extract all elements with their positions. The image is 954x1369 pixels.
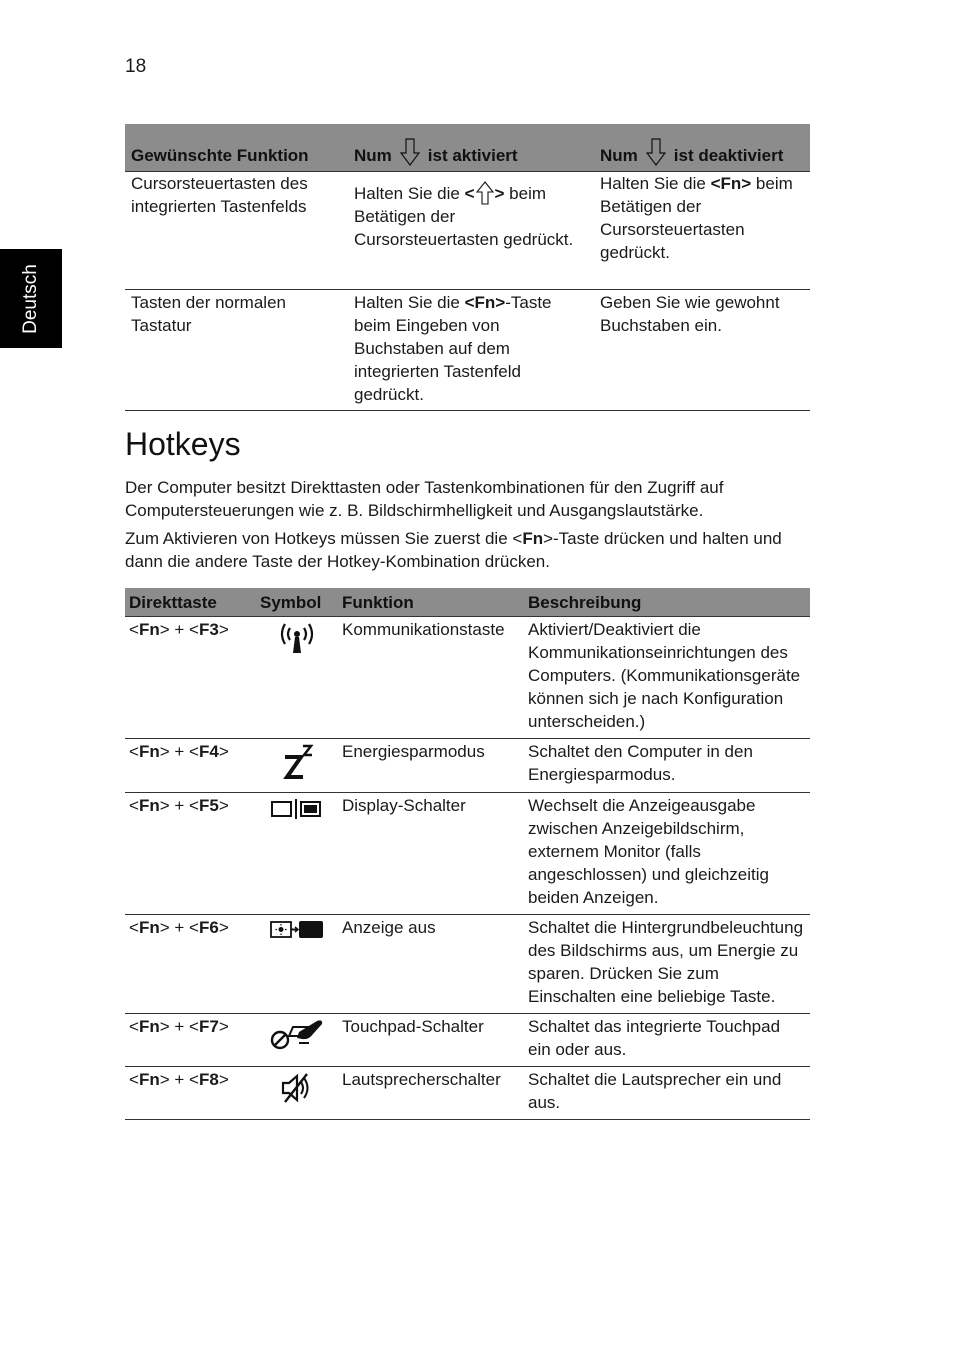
f-key: F6: [198, 918, 219, 937]
text: Halten Sie die: [354, 184, 465, 203]
description-cell: Schaltet die Hintergrundbeleuchtung des Bildschirms aus, um Energie zu sparen. Drücken Sie zum Einschalten eine beliebige Taste.: [524, 915, 810, 1014]
table-row: [125, 915, 810, 1014]
text: <: [189, 620, 199, 639]
table-row: [125, 172, 810, 290]
description-cell: Schaltet den Computer in den Energiesparmodus.: [524, 739, 810, 793]
fn-key: Fn: [138, 1070, 160, 1089]
text: +: [169, 1070, 190, 1089]
hotkey-cell: [125, 1067, 256, 1120]
language-tab: [0, 249, 62, 348]
page-number: 18: [125, 56, 147, 77]
text: >: [218, 620, 229, 639]
f-key: F4: [198, 742, 219, 761]
cell-num-on: [348, 290, 594, 411]
symbol-cell: [256, 1067, 338, 1120]
header-function: Gewünschte Funktion: [125, 124, 348, 172]
text: >: [159, 742, 170, 761]
key-bracket: >: [494, 184, 505, 203]
table-row: [125, 739, 810, 793]
text: Halten Sie die: [354, 293, 465, 312]
symbol-cell: [256, 1014, 338, 1067]
description-cell: Schaltet das integrierte Touchpad ein oder aus.: [524, 1014, 810, 1067]
fn-key: Fn: [138, 1017, 160, 1036]
shift-up-arrow-icon: [476, 181, 494, 205]
text: +: [169, 742, 190, 761]
num-label: Num: [354, 146, 392, 165]
text: <: [129, 742, 139, 761]
description-cell: Aktiviert/Deaktiviert die Kommunikationseinrichtungen des Computers. (Kommunikationsgeräte können sich je nach Konfiguration unterscheiden.): [524, 617, 810, 739]
cell-function: Cursorsteuertasten des integrierten Tastenfelds: [125, 172, 348, 290]
language-tab-label: Deutsch: [20, 263, 42, 334]
speaker-mute-icon: [279, 1071, 315, 1105]
text: <: [189, 1017, 199, 1036]
fn-key: Fn: [522, 529, 544, 548]
text: <: [129, 1017, 139, 1036]
page-title: Hotkeys: [125, 426, 241, 462]
wireless-icon: [277, 621, 317, 655]
fn-key: Fn: [138, 620, 160, 639]
header-num-off: [594, 124, 810, 172]
hotkey-cell: [125, 915, 256, 1014]
num-label: Num: [600, 146, 638, 165]
fn-key: Fn: [138, 918, 160, 937]
num-lock-down-arrow-icon: [400, 138, 420, 166]
hotkey-cell: [125, 793, 256, 915]
header-symbol: Symbol: [256, 588, 338, 617]
text: >: [218, 918, 229, 937]
text: +: [169, 1017, 190, 1036]
fn-key: Fn: [138, 796, 160, 815]
text: >: [218, 742, 229, 761]
text: >: [218, 1070, 229, 1089]
f-key: F8: [198, 1070, 219, 1089]
description-cell: Wechselt die Anzeigeausgabe zwischen Anzeigebildschirm, externem Monitor (falls angeschlossen) und gleichzeitig beiden Anzeigen.: [524, 793, 810, 915]
num-lock-down-arrow-icon: [646, 138, 666, 166]
text: <: [189, 796, 199, 815]
text: >-Taste drücken und halten und dann die andere Taste der Hotkey-Kombination drücken.: [125, 529, 782, 571]
function-cell: Display-Schalter: [338, 793, 524, 915]
table-row: [125, 1067, 810, 1120]
table-row: [125, 793, 810, 915]
description-cell: Schaltet die Lautsprecher ein und aus.: [524, 1067, 810, 1120]
text: -Taste beim Eingeben von Buchstaben auf dem integrierten Tastenfeld gedrückt.: [354, 293, 552, 404]
text: >: [218, 796, 229, 815]
text: beim Betätigen der Cursorsteuertasten gedrückt.: [600, 174, 793, 262]
fn-key: Fn: [138, 742, 160, 761]
numlock-table-header: [125, 124, 810, 172]
key-bracket: <: [464, 184, 475, 203]
function-cell: Lautsprecherschalter: [338, 1067, 524, 1120]
table-row: [125, 290, 810, 411]
header-num-on: [348, 124, 594, 172]
intro-paragraph: Der Computer besitzt Direkttasten oder Tastenkombinationen für den Zugriff auf Computersteuerungen wie z. B. Bildschirmhelligkeit und Ausgangslautstärke.: [125, 478, 724, 520]
function-cell: Kommunikationstaste: [338, 617, 524, 739]
hotkey-table: [125, 588, 810, 1120]
cell-num-on: [348, 172, 594, 290]
function-cell: Anzeige aus: [338, 915, 524, 1014]
hotkey-cell: [125, 617, 256, 739]
text: +: [169, 620, 190, 639]
num-on-label: ist aktiviert: [427, 146, 518, 165]
table-row: [125, 1014, 810, 1067]
symbol-cell: [256, 617, 338, 739]
text: <: [129, 620, 139, 639]
text: +: [169, 918, 190, 937]
text: <: [129, 796, 139, 815]
activation-paragraph: [125, 527, 815, 573]
text: <: [189, 918, 199, 937]
table-row: [125, 617, 810, 739]
text: beim Betätigen der Cursorsteuertasten gedrückt.: [354, 184, 574, 249]
f-key: F7: [198, 1017, 219, 1036]
symbol-cell: [256, 793, 338, 915]
hotkey-cell: [125, 1014, 256, 1067]
text: <: [189, 742, 199, 761]
cell-function: Tasten der normalen Tastatur: [125, 290, 348, 411]
f-key: F5: [198, 796, 219, 815]
display-off-icon: [269, 919, 325, 941]
num-off-label: ist deaktiviert: [673, 146, 784, 165]
text: <: [189, 1070, 199, 1089]
cell-num-off: Geben Sie wie gewohnt Buchstaben ein.: [594, 290, 810, 411]
text: >: [159, 620, 170, 639]
text: Zum Aktivieren von Hotkeys müssen Sie zuerst die <: [125, 529, 523, 548]
text: +: [169, 796, 190, 815]
hotkey-cell: [125, 739, 256, 793]
fn-key: <Fn>: [710, 174, 752, 193]
text: <: [129, 918, 139, 937]
text: >: [159, 796, 170, 815]
header-function: Funktion: [338, 588, 524, 617]
symbol-cell: [256, 915, 338, 1014]
fn-key: <Fn>: [464, 293, 506, 312]
text: Halten Sie die: [600, 174, 711, 193]
text: <: [129, 1070, 139, 1089]
header-hotkey: Direkttaste: [125, 588, 256, 617]
cell-num-off: [594, 172, 810, 290]
text: >: [159, 1017, 170, 1036]
sleep-icon: [279, 743, 315, 781]
text: >: [159, 1070, 170, 1089]
symbol-cell: [256, 739, 338, 793]
text: >: [159, 918, 170, 937]
header-description: Beschreibung: [524, 588, 810, 617]
f-key: F3: [198, 620, 219, 639]
function-cell: Touchpad-Schalter: [338, 1014, 524, 1067]
function-cell: Energiesparmodus: [338, 739, 524, 793]
hotkey-table-header: [125, 588, 810, 617]
text: >: [218, 1017, 229, 1036]
numlock-table: [125, 124, 810, 411]
display-switch-icon: [270, 797, 324, 821]
touchpad-toggle-icon: [269, 1018, 325, 1052]
